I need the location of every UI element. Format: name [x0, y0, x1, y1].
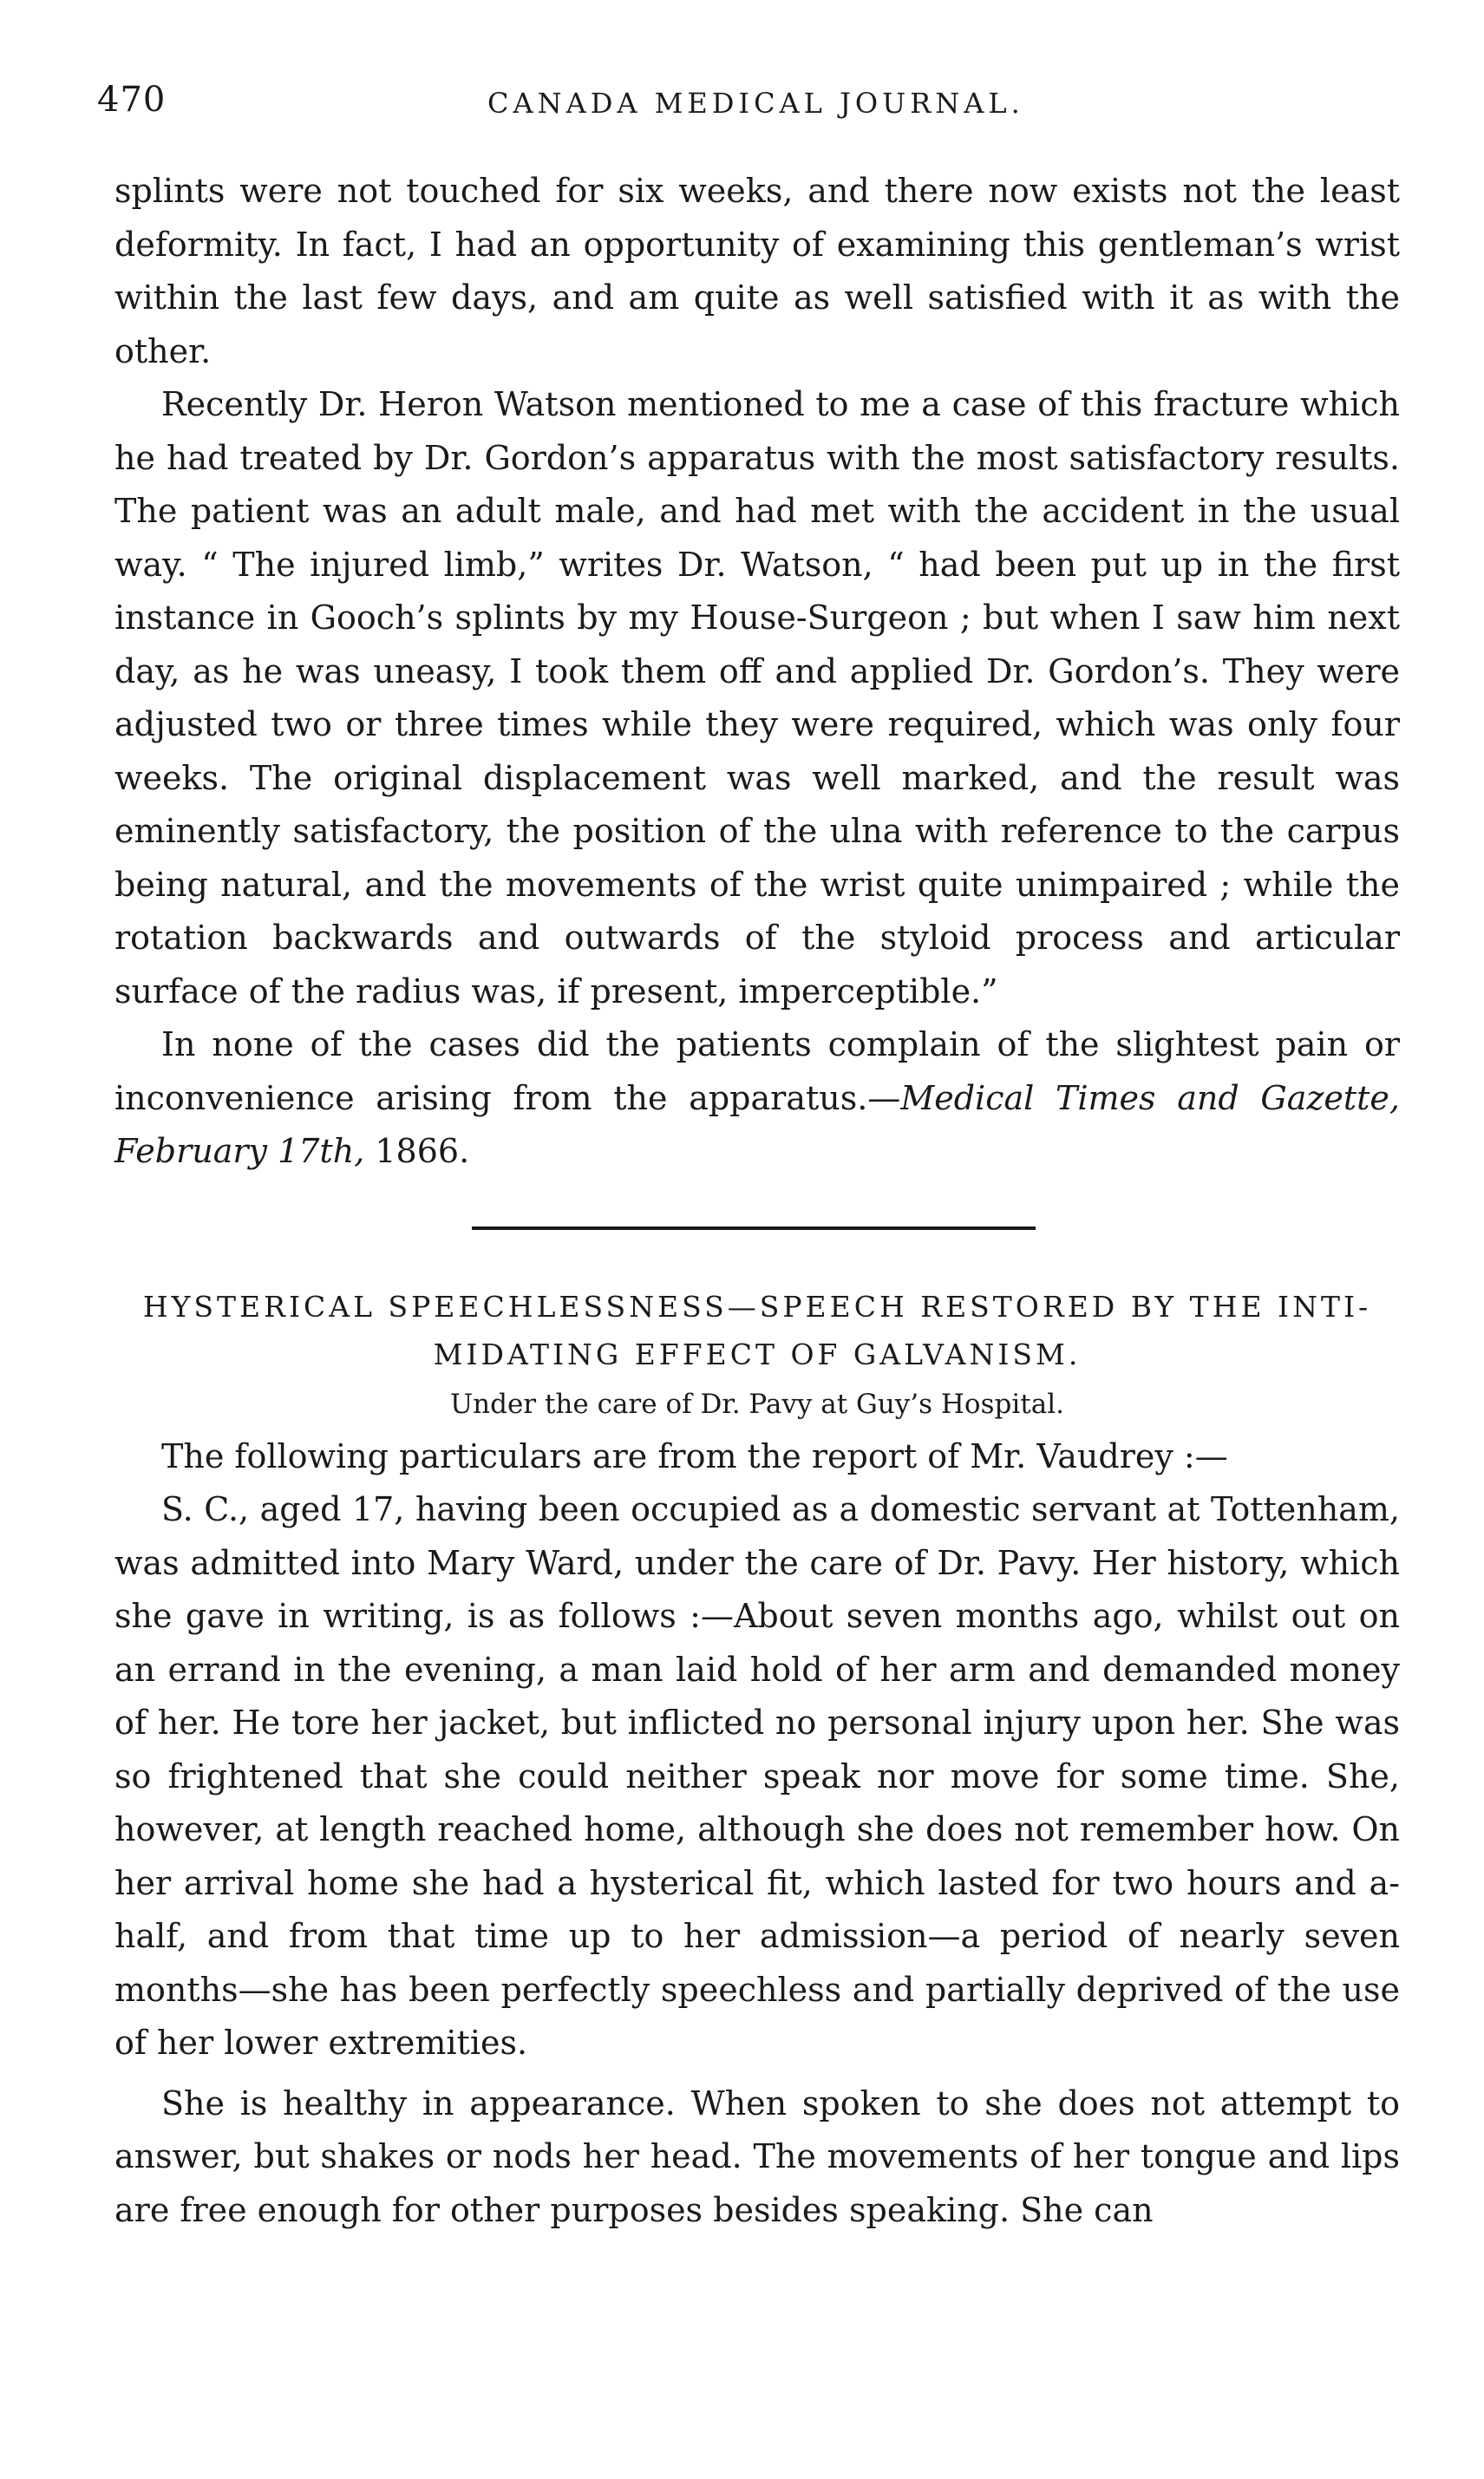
paragraph-continued: splints were not touched for six weeks, and there now exists not the least deformity. In fact, I had an opportunity of examining this gentleman’s wrist within the last few days, and am quite as well satisfied with it as with the other.: [114, 172, 1400, 370]
section-title-line-2: MIDATING EFFECT OF GALVANISM.: [433, 1337, 1082, 1371]
citation-source: Medical Times and Gazette, February 17th,: [114, 1078, 1400, 1170]
section-divider: [114, 1179, 1400, 1283]
section-byline: Under the care of Dr. Pavy at Guy’s Hospital.: [450, 1388, 1064, 1420]
citation-year: 1866.: [364, 1132, 470, 1170]
paragraph-gap: [114, 2070, 1400, 2077]
running-title: CANADA MEDICAL JOURNAL.: [487, 87, 1024, 120]
page-number: 470: [97, 80, 167, 120]
paragraph-closing: [114, 1018, 1400, 1179]
divider-rule: [472, 1226, 1036, 1230]
section-title-line-1: HYSTERICAL SPEECHLESSNESS—SPEECH RESTORED BY THE INTI-: [142, 1289, 1372, 1324]
paragraph-patient-history: S. C., aged 17, having been occupied as a domestic servant at Tottenham, was admitted into Mary Ward, under the care of Dr. Pavy. Her history, which she gave in writing, is as follows :—About seven months ago, whilst out on an errand in the evening, a man laid hold of her arm and demanded money of her. He tore her jacket, but inflicted no personal injury upon her. She was so frightened that she could neither speak nor move for some time. She, however, at length reached home, although she does not remember how. On her arrival home she had a hysterical fit, which lasted for two hours and a-half, and from that time up to her admission—a period of nearly seven months—she has been perfectly speechless and partially deprived of the use of her lower extremities.: [114, 1490, 1400, 2062]
paragraph-watson-case: Recently Dr. Heron Watson mentioned to me a case of this fracture which he had treated by Dr. Gordon’s apparatus with the most satisfactory results. The patient was an adult male, and had met with the accident in the usual way. “ The injured limb,” writes Dr. Watson, “ had been put up in the first instance in Gooch’s splints by my House-Surgeon ; but when I saw him next day, as he was uneasy, I took them off and applied Dr. Gordon’s. They were adjusted two or three times while they were required, which was only four weeks. The original displacement was well marked, and the result was eminently satisfactory, the position of the ulna with reference to the carpus being natural, and the movements of the wrist quite unimpaired ; while the rotation backwards and outwards of the styloid process and articular surface of the radius was, if present, imperceptible.”: [114, 385, 1400, 1011]
closing-text: In none of the cases did the patients complain of the slightest pain or inconvenience arising from the apparatus.—: [114, 1025, 1400, 1117]
paragraph-report-intro: The following particulars are from the report of Mr. Vaudrey :—: [161, 1436, 1228, 1475]
paragraph-examination: She is healthy in appearance. When spoken to she does not attempt to answer, but shakes or nods her head. The movements of her tongue and lips are free enough for other purposes besides speaking. She can: [114, 2083, 1400, 2229]
page-body: [114, 165, 1400, 2237]
page-header: [97, 80, 1398, 132]
